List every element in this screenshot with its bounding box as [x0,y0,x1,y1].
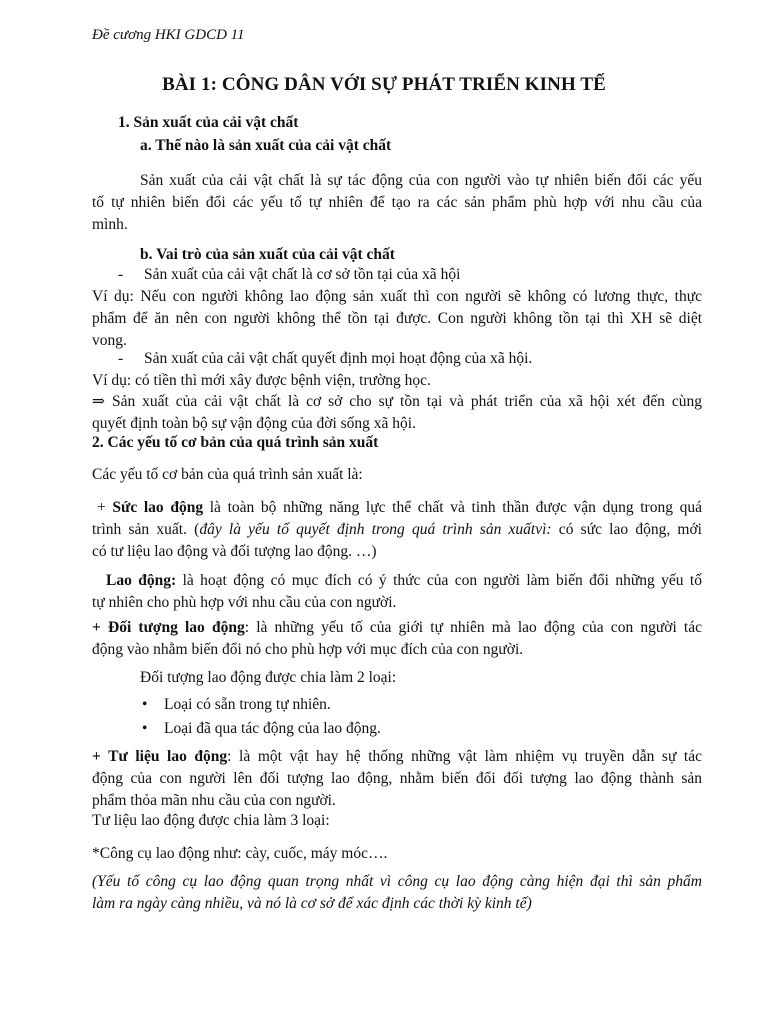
labor-object-line-2: động vào nhằm biến đổi nó cho phù hợp với mục đích của con người. [92,641,524,658]
labor-power-note: đây là yếu tố quyết định trong quá trình sản xuấtvì: [199,521,552,538]
tools-line: *Công cụ lao động như: cày, cuốc, máy móc…. [92,845,388,862]
labor-power-term: Sức lao động [112,499,204,516]
labor-means-line-3: phẩm thỏa mãn nhu cầu của con người. [92,792,336,809]
bullet-icon: • [142,696,148,713]
dash-bullet-1: - [118,266,124,283]
labor-means-line-1: + Tư liệu lao động: là một vật hay hệ thống những vật làm nhiệm vụ truyền dẫn sự tác [92,748,702,765]
role-item-1: Sản xuất của cải vật chất là cơ sở tồn tại của xã hội [144,266,461,283]
section-1a-line-1: Sản xuất của cải vật chất là sự tác động của con người vào tự nhiên biến đổi các yếu [140,172,702,189]
labor-power-line-3: có tư liệu lao động và đối tượng lao động. …) [92,543,377,560]
example-1-line-1: Ví dụ: Nếu con người không lao động sản xuất thì con người sẽ không có lương thực, thực [92,288,702,305]
labor-power-line-2: trình sản xuất. (đây là yếu tố quyết định trong quá trình sản xuấtvì: có sức lao động, mới [92,521,702,538]
labor-object-line-1: + Đối tượng lao động: là những yếu tố của giới tự nhiên mà lao động của con người tác [92,619,702,636]
section-1-heading: 1. Sản xuất của cải vật chất [118,114,299,131]
lesson-title: BÀI 1: CÔNG DÂN VỚI SỰ PHÁT TRIỂN KINH TẾ [162,74,606,95]
section-2-intro: Các yếu tố cơ bản của quá trình sản xuất là: [92,466,363,483]
section-1a-line-2: tố tự nhiên biến đổi các yếu tố tự nhiên để tạo ra các sản phẩm phù hợp với nhu cầu của [92,194,702,211]
section-1a-line-3: mình. [92,216,128,233]
example-1-line-3: vong. [92,332,127,349]
tools-note-line-2: làm ra ngày càng nhiều, và nó là cơ sở để xác định các thời kỳ kinh tế) [92,895,532,912]
example-1-line-2: phẩm để ăn nên con người không thể tồn tại được. Con người không tồn tại thì XH sẽ diệt [92,310,702,327]
conclusion-line-2: quyết định toàn bộ sự vận động của đời sống xã hội. [92,415,416,432]
section-1b-heading: b. Vai trò của sản xuất của cải vật chất [140,246,395,263]
bullet-icon: • [142,720,148,737]
labor-object-type-2: Loại đã qua tác động của lao động. [164,720,381,737]
labor-object-term: + Đối tượng lao động [92,619,245,636]
labor-line-2: tự nhiên cho phù hợp với nhu cầu của con người. [92,594,397,611]
conclusion-line-1: ⇒ Sản xuất của cải vật chất là cơ sở cho sự tồn tại và phát triển của xã hội xét đến cùng [92,393,702,410]
labor-means-split: Tư liệu lao động được chia làm 3 loại: [92,812,330,829]
section-1a-heading: a. Thế nào là sản xuất của cải vật chất [140,137,392,154]
tools-note-line-1: (Yếu tố công cụ lao động quan trọng nhất vì công cụ lao động càng hiện đại thì sản phẩm [92,873,702,890]
labor-object-split: Đối tượng lao động được chia làm 2 loại: [140,669,397,686]
labor-object-type-1: Loại có sẵn trong tự nhiên. [164,696,331,713]
role-item-2: Sản xuất của cải vật chất quyết định mọi hoạt động của xã hội. [144,350,533,367]
dash-bullet-2: - [118,350,124,367]
page-header: Đề cương HKI GDCD 11 [92,27,245,43]
section-2-heading: 2. Các yếu tố cơ bản của quá trình sản xuất [92,434,379,451]
example-2: Ví dụ: có tiền thì mới xây được bệnh viện, trường học. [92,372,431,389]
labor-term: Lao động: [106,572,177,589]
labor-power-line-1: + Sức lao động là toàn bộ những năng lực thể chất và tinh thần được vận dụng trong quá [97,499,702,516]
labor-means-term: + Tư liệu lao động [92,748,228,765]
labor-means-line-2: động của con người lên đối tượng lao động, nhằm biến đổi đối tượng lao động thành sản [92,770,702,787]
labor-line-1: Lao động: là hoạt động có mục đích có ý thức của con người làm biến đổi những yếu tố [106,572,702,589]
